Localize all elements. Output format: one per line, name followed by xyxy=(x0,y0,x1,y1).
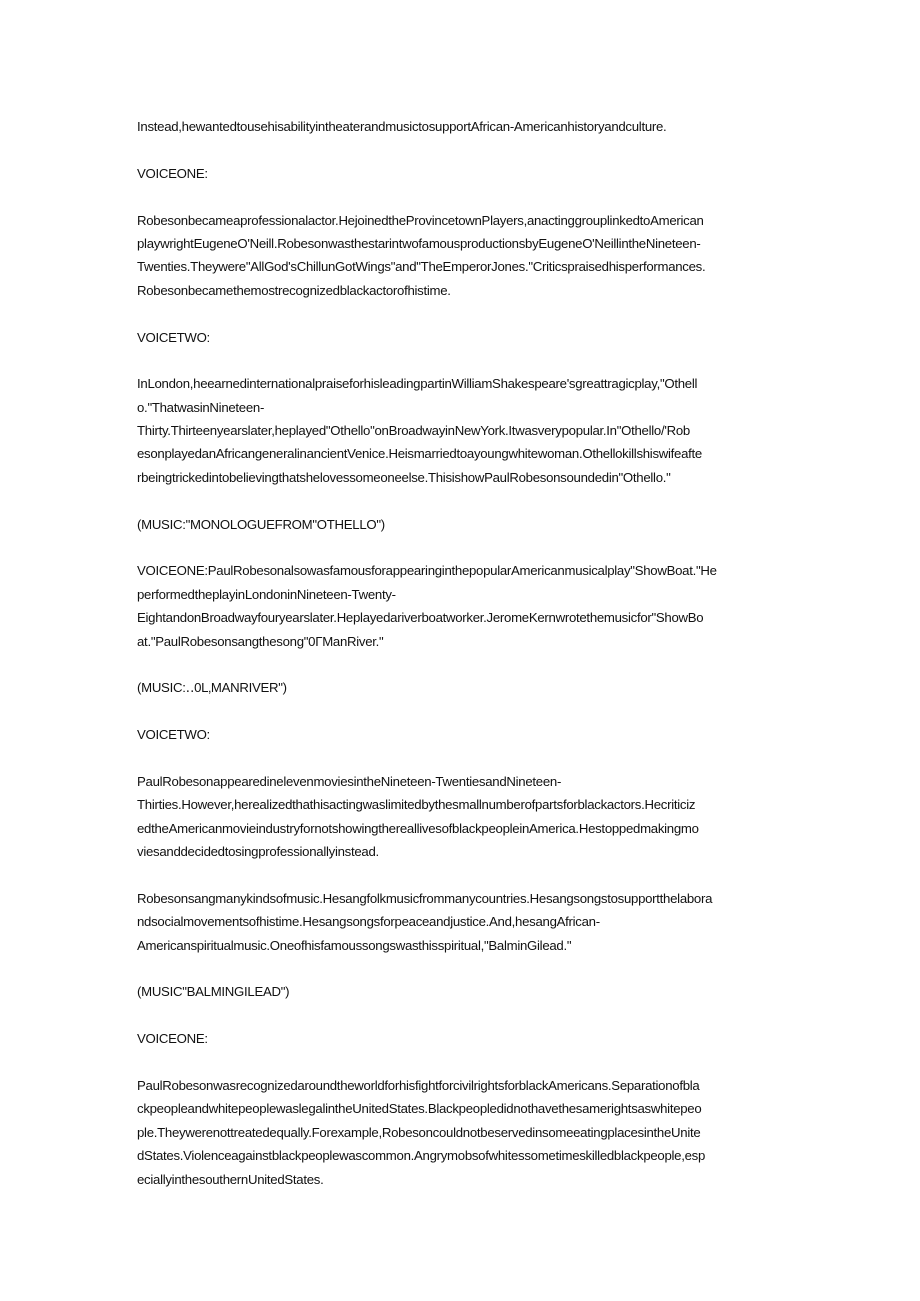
paragraph xyxy=(137,676,785,699)
text-line: VOICEONE: xyxy=(137,1031,208,1047)
text-line: VOICETWO: xyxy=(137,329,210,345)
text-line: Thirty.Thirteenyearslater,heplayed"Othello"onBroadwayinNewYork.Itwasverypopular.In"Othello/'Rob xyxy=(137,423,690,439)
text-line: esonplayedanAfricangeneralinancientVenice.Heismarriedtoayoungwhitewoman.Othellokillshiswifeafte xyxy=(137,446,702,462)
text-line: performedtheplayinLondoninNineteen-Twenty- xyxy=(137,586,396,602)
text-line: (MUSIC"BALMINGILEAD") xyxy=(137,984,290,1000)
text-line: ckpeopleandwhitepeoplewaslegalintheUnitedStates.Blackpeopledidnothavethesamerightsaswhitepeo xyxy=(137,1101,702,1117)
text-line: ndsocialmovementsofhistime.Hesangsongsforpeaceandjustice.And,hesangAfrican- xyxy=(137,914,600,930)
text-line: Robesonbecamethemostrecognizedblackactorofhistime. xyxy=(137,282,451,298)
text-line: Robesonsangmanykindsofmusic.Hesangfolkmusicfrommanycountries.Hesangsongstosupportthelabora xyxy=(137,890,713,906)
paragraph xyxy=(137,115,785,138)
paragraph xyxy=(137,1074,785,1191)
paragraph xyxy=(137,162,785,185)
paragraph xyxy=(137,559,785,653)
text-line: PaulRobesonappearedinelevenmoviesintheNineteen-TwentiesandNineteen- xyxy=(137,773,562,789)
text-line: Twenties.Theywere"AllGod'sChillunGotWings"and"TheEmperorJones."Criticspraisedhisperformances. xyxy=(137,259,706,275)
paragraph xyxy=(137,372,785,489)
text-line: playwrightEugeneO'Neill.RobesonwasthestarintwofamousproductionsbyEugeneO'NeillintheNineteen- xyxy=(137,235,701,251)
text-line: eciallyinthesouthernUnitedStates. xyxy=(137,1171,324,1187)
paragraph xyxy=(137,513,785,536)
paragraph xyxy=(137,770,785,864)
text-line: at."PaulRobesonsangthesong"0ΓManRiver." xyxy=(137,633,384,649)
text-line: EightandonBroadwayfouryearslater.Heplayedariverboatworker.JeromeKernwrotethemusicfor"ShowBo xyxy=(137,610,704,626)
text-line: rbeingtrickedintobelievingthatshelovessomeoneelse.ThisishowPaulRobesonsoundedin"Othello." xyxy=(137,469,671,485)
paragraph xyxy=(137,1027,785,1050)
text-line: Americanspiritualmusic.Oneofhisfamoussongswasthisspiritual,"BalminGilead." xyxy=(137,937,572,953)
text-line: ple.Theywerenottreatedequally.Forexample,RobesoncouldnotbeservedinsomeeatingplacesintheUnite xyxy=(137,1124,701,1140)
text-line: Robesonbecameaprofessionalactor.HejoinedtheProvincetownPlayers,anactinggrouplinkedtoAmerican xyxy=(137,212,704,228)
paragraph xyxy=(137,723,785,746)
text-line: PaulRobesonwasrecognizedaroundtheworldforhisfightforcivilrightsforblackAmericans.Separationofbla xyxy=(137,1078,700,1094)
paragraph xyxy=(137,887,785,957)
text-line: (MUSIC:‥0L‚MANRIVER") xyxy=(137,680,287,696)
text-line: Instead,hewantedtousehisabilityintheaterandmusictosupportAfrican-Americanhistoryandculture. xyxy=(137,119,667,134)
text-line: dStates.Violenceagainstblackpeoplewascommon.Angrymobsofwhitessometimeskilledblackpeople,esp xyxy=(137,1148,706,1164)
text-line: InLondon,heearnedinternationalpraiseforhisleadingpartinWilliamShakespeare'sgreattragicplay,"Othell xyxy=(137,376,698,392)
text-line: edtheAmericanmovieindustryfornotshowingthereallivesofblackpeopleinAmerica.Hestoppedmakingmo xyxy=(137,820,699,836)
text-line: VOICEONE:PaulRobesonalsowasfamousforappearinginthepopularAmericanmusicalplay"ShowBoat."He xyxy=(137,563,717,579)
text-line: Thirties.However,herealizedthathisactingwaslimitedbythesmallnumberofpartsforblackactors.Hecriticiz xyxy=(137,797,696,813)
text-line: viesanddecidedtosingprofessionallyinstead. xyxy=(137,844,379,860)
text-line: o."ThatwasinNineteen- xyxy=(137,399,265,415)
paragraph xyxy=(137,326,785,349)
text-line: VOICETWO: xyxy=(137,727,210,743)
text-line: (MUSIC:"MONOLOGUEFROM"OTHELLO") xyxy=(137,516,385,532)
paragraph xyxy=(137,980,785,1003)
document-page xyxy=(137,115,785,1214)
paragraph xyxy=(137,209,785,303)
text-line: VOICEONE: xyxy=(137,165,208,181)
